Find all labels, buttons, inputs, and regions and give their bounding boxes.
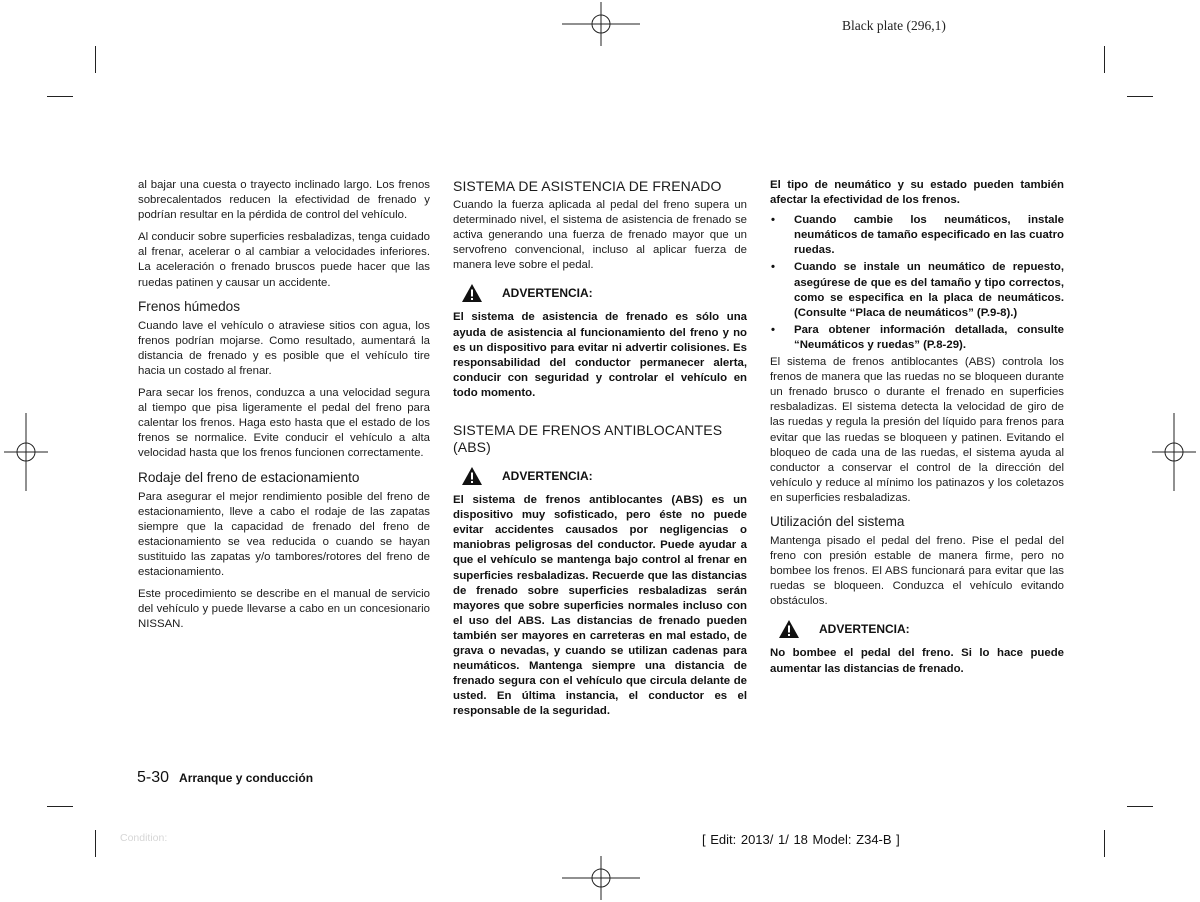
- warning-triangle-icon: [461, 283, 483, 303]
- column-right: [770, 178, 1064, 677]
- crop-mark: [47, 806, 73, 807]
- paragraph: Este procedimiento se describe en el manual de servicio del vehículo y puede llevarse a cabo en un concesionario NISSAN.: [138, 588, 430, 631]
- page-folio: [137, 769, 313, 787]
- list-item-text: Cuando cambie los neumáticos, instale neumáticos de tamaño especificado en las cuatro ruedas.: [794, 214, 1064, 257]
- warning-text: No bombee el pedal del freno. Si lo hace puede aumentar las distancias de frenado.: [770, 647, 1064, 675]
- registration-mark-icon: [562, 2, 640, 46]
- crop-mark: [95, 830, 96, 857]
- crop-mark: [1127, 96, 1153, 97]
- warning-label: ADVERTENCIA:: [502, 469, 593, 484]
- paragraph: Para asegurar el mejor rendimiento posible del freno de estacionamiento, lleve a cabo el rodaje de las zapatas siempre que la capacidad de frenado del freno de estacionamiento se vea reducida o cuando se hayan sustituido las zapatas y/o tambores/rotores del freno de estacionamiento.: [138, 490, 430, 578]
- bullet-icon: •: [771, 323, 775, 336]
- bullet-icon: •: [771, 214, 775, 227]
- paragraph: Cuando lave el vehículo o atraviese sitios con agua, los frenos podrían mojarse. Como resultado, aumentará la distancia de frenado y es posible que el vehículo tire hacia un costado al frenar.: [138, 319, 430, 377]
- subheading-wet-brakes: Frenos húmedos: [138, 298, 241, 314]
- warning-header: [461, 466, 747, 486]
- subheading-parking-brake: Rodaje del freno de estacionamiento: [138, 469, 360, 485]
- tire-bullet-list: [770, 213, 1064, 353]
- paragraph: Mantenga pisado el pedal del freno. Pise el pedal del freno con presión estable de manera firme, pero no bombee los frenos. El ABS funcionará para evitar que las ruedas se bloqueen. Conduzca el vehículo evitando obstáculos.: [770, 534, 1064, 608]
- plate-label: Black plate (296,1): [842, 18, 946, 33]
- warning-triangle-icon: [778, 619, 800, 639]
- paragraph: El sistema de frenos antiblocantes (ABS) controla los frenos de manera que las ruedas no se bloqueen durante un frenado brusco o durante el frenado en superficies resbaladizas. El sistema detecta la velocidad de giro de las ruedas y regula la presión del líquido para frenos para evitar que las ruedas se bloqueen y patinen. Evitando el bloqueo de cada una de las ruedas, el sistema ayuda al conductor a conservar el control de la dirección del vehículo y reduce al mínimo los patinazos y los coletazos en superficies resbaladizas.: [770, 356, 1064, 504]
- column-middle: [453, 178, 747, 719]
- crop-mark: [47, 96, 73, 97]
- warning-label: ADVERTENCIA:: [502, 286, 593, 301]
- paragraph: Para secar los frenos, conduzca a una velocidad segura al tiempo que pisa ligeramente el pedal del freno para calentar los frenos. Haga esto hasta que el estado de los frenos se normalice. Evite conducir el vehículo a alta velocidad hasta que los frenos funcionen correctamente.: [138, 387, 430, 460]
- section-title: Arranque y conducción: [179, 771, 314, 785]
- heading-brake-assist: SISTEMA DE ASISTENCIA DE FRENADO: [453, 178, 722, 194]
- page-number: 5-30: [137, 769, 170, 786]
- paragraph: al bajar una cuesta o trayecto inclinado largo. Los frenos sobrecalentados reducen la efectividad de frenado y podrían resultar en la pérdida de control del vehículo.: [138, 179, 430, 222]
- crop-mark: [1104, 830, 1105, 857]
- crop-mark: [1127, 806, 1153, 807]
- paragraph: Cuando la fuerza aplicada al pedal del freno supera un determinado nivel, el sistema de asistencia de frenado se activa generando una fuerza de frenado mayor que un servofreno convencional, incluso al aplicar fuerza de manera leve sobre el pedal.: [453, 199, 747, 272]
- registration-mark-icon: [562, 856, 640, 900]
- warning-header: [778, 619, 1064, 639]
- crop-mark: [1104, 46, 1105, 73]
- registration-mark-icon: [4, 413, 48, 491]
- list-item: [770, 260, 1064, 320]
- list-item-text: Cuando se instale un neumático de repuesto, asegúrese de que es del tamaño y tipo correctos, como se especifica en la placa de neumáticos. (Consulte “Placa de neumáticos” (P.9-8).): [794, 261, 1064, 319]
- warning-header: [461, 283, 747, 303]
- registration-mark-icon: [1152, 413, 1196, 491]
- warning-triangle-icon: [461, 466, 483, 486]
- warning-text: El sistema de asistencia de frenado es sólo una ayuda de asistencia al funcionamiento del freno y no es un dispositivo para evitar ni advertir colisiones. Es responsabilidad del conductor permanecer alerta, conducir con seguridad y controlar el vehículo en todo momento.: [453, 311, 747, 399]
- tire-note: El tipo de neumático y su estado pueden también afectar la efectividad de los frenos.: [770, 179, 1064, 207]
- crop-mark: [95, 46, 96, 73]
- column-left: [138, 178, 430, 639]
- condition-label: Condition:: [120, 832, 168, 844]
- paragraph: Al conducir sobre superficies resbaladizas, tenga cuidado al frenar, acelerar o al cambiar a velocidades inferiores. La aceleración o frenado bruscos puede hacer que las ruedas patinen y causar un accidente.: [138, 231, 430, 289]
- list-item-text: Para obtener información detallada, consulte “Neumáticos y ruedas” (P.8-29).: [794, 323, 1064, 351]
- edit-info: [ Edit: 2013/ 1/ 18 Model: Z34-B ]: [702, 832, 900, 847]
- warning-label: ADVERTENCIA:: [819, 622, 910, 637]
- warning-text: El sistema de frenos antiblocantes (ABS) es un dispositivo muy sofisticado, pero éste no puede evitar accidentes causados por negligencias o maniobras peligrosas del conductor. Puede ayudar a que el vehículo se mantenga bajo control al frenar en superficies resbaladizas. Recuerde que las distancias de frenado sobre superficies resbaladizas serán mayores que sobre superficies normales incluso con el uso del ABS. Las distancias de frenado pueden también ser mayores en carreteras en mal estado, de grava o nevadas, y cuando se utilizan cadenas para neumáticos. Mantenga siempre una distancia de frenado segura con el vehículo que circula delante de usted. En última instancia, el conductor es el responsable de la seguridad.: [453, 494, 747, 718]
- list-item: [770, 213, 1064, 258]
- heading-abs: SISTEMA DE FRENOS ANTIBLOCANTES (ABS): [453, 422, 723, 456]
- bullet-icon: •: [771, 261, 775, 274]
- list-item: [770, 323, 1064, 353]
- subheading-system-use: Utilización del sistema: [770, 513, 905, 529]
